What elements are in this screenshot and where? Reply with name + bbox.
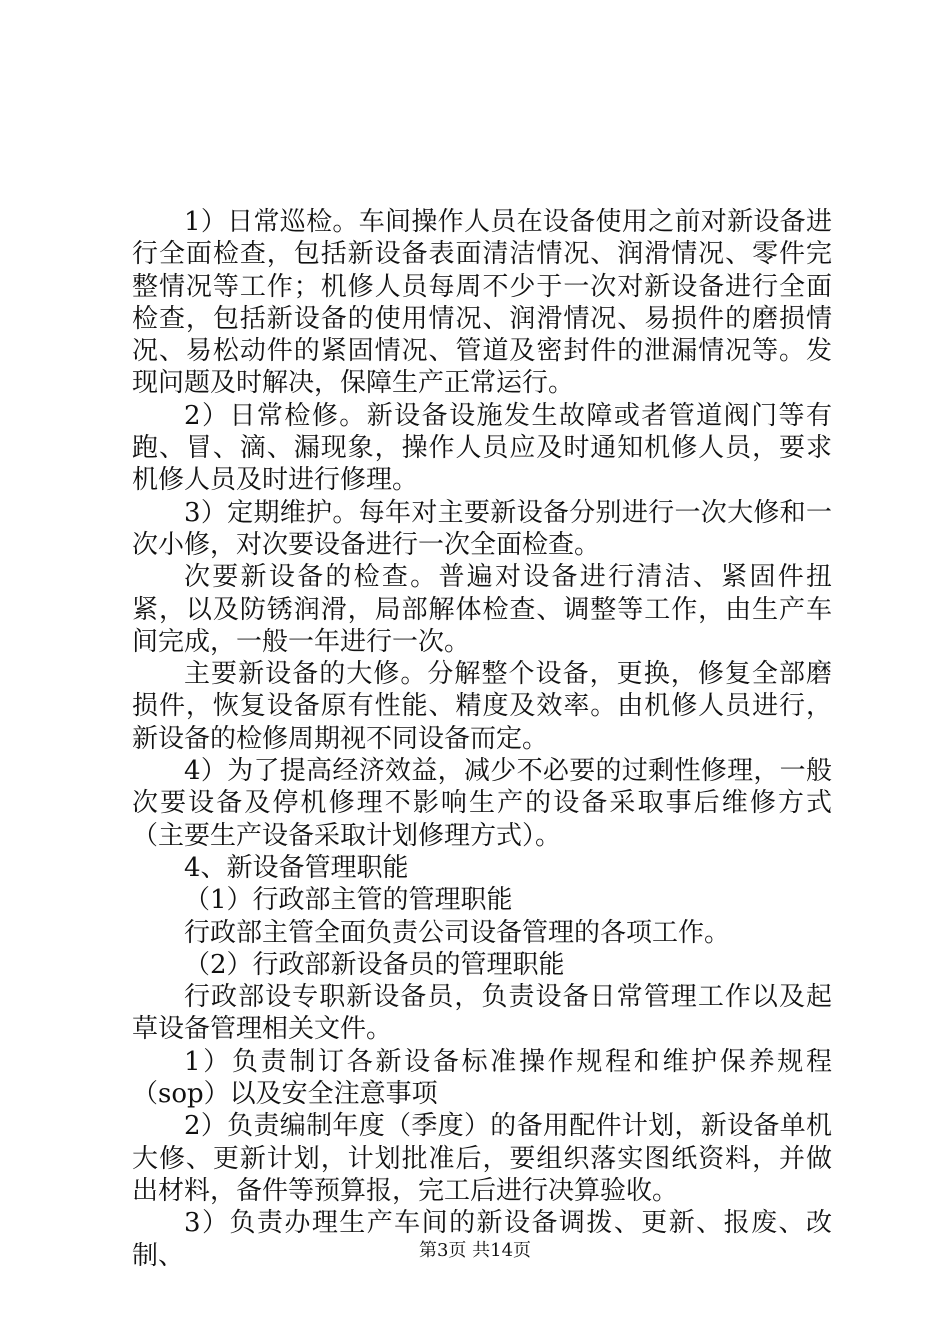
document-body [132, 206, 832, 1272]
paragraph-secondary-equipment-check: 次要新设备的检查。普遍对设备进行清洁、紧固件扭紧，以及防锈润滑，局部解体检查、调整等工作，由生产车间完成，一般一年进行一次。 [132, 562, 832, 657]
paragraph-duty-3: 3）负责办理生产车间的新设备调拨、更新、报废、改制、 [132, 1208, 832, 1271]
paragraph-daily-repair: 2）日常检修。新设备设施发生故障或者管道阀门等有跑、冒、滴、漏现象，操作人员应及时通知机修人员，要求机修人员及时进行修理。 [132, 400, 832, 496]
page-number-footer: 第3页 共14页 [418, 1240, 532, 1261]
paragraph-duty-2: 2）负责编制年度（季度）的备用配件计划，新设备单机大修、更新计划，计划批准后，要组织落实图纸资料，并做出材料，备件等预算报，完工后进行决算验收。 [132, 1111, 832, 1206]
subsection-heading-1: （1）行政部主管的管理职能 [184, 885, 513, 916]
paragraph-maintenance-policy: 4）为了提高经济效益，减少不必要的过剩性修理，一般次要设备及停机修理不影响生产的设备采取事后维修方式（主要生产设备采取计划修理方式）。 [132, 756, 832, 851]
section-heading: 4、新设备管理职能 [184, 852, 409, 883]
paragraph-major-equipment-overhaul: 主要新设备的大修。分解整个设备，更换，修复全部磨损件，恢复设备原有性能、精度及效率。由机修人员进行，新设备的检修周期视不同设备而定。 [132, 659, 832, 754]
subsection-heading-2: （2）行政部新设备员的管理职能 [184, 949, 565, 980]
paragraph-periodic-maintenance: 3）定期维护。每年对主要新设备分别进行一次大修和一次小修，对次要设备进行一次全面检查。 [132, 497, 832, 560]
paragraph-daily-inspection: 1）日常巡检。车间操作人员在设备使用之前对新设备进行全面检查，包括新设备表面清洁情况、润滑情况、零件完整情况等工作；机修人员每周不少于一次对新设备进行全面检查，包括新设备的使用情况、润滑情况、易损件的磨损情况、易松动件的紧固情况、管道及密封件的泄漏情况等。发现问题及时解决，保障生产正常运行。 [132, 207, 832, 399]
paragraph-duty-1: 1）负责制订各新设备标准操作规程和维护保养规程（sop）以及安全注意事项 [132, 1046, 832, 1110]
paragraph-supervisor-duty: 行政部主管全面负责公司设备管理的各项工作。 [184, 917, 731, 948]
paragraph-equipment-officer: 行政部设专职新设备员，负责设备日常管理工作以及起草设备管理相关文件。 [132, 982, 832, 1045]
